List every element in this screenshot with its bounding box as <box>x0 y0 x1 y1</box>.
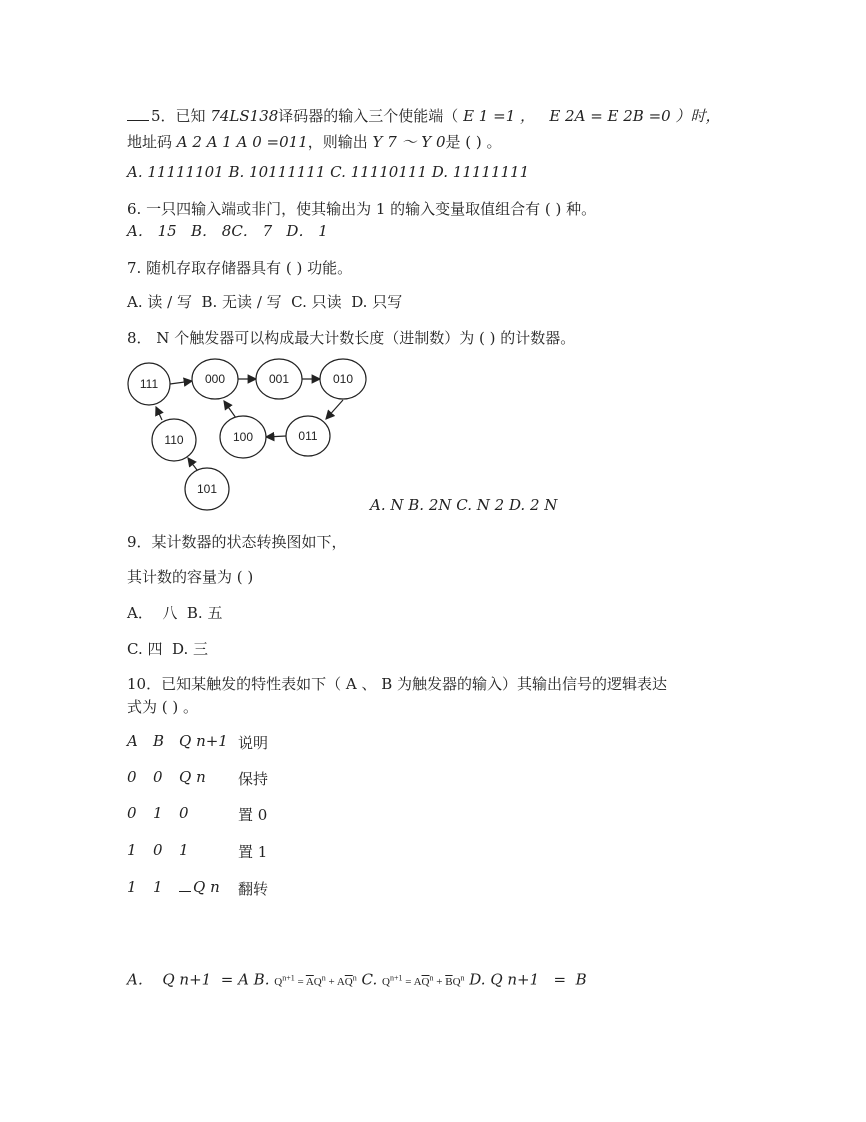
table-cell: 0 <box>153 768 163 786</box>
edge-010-011 <box>326 400 343 419</box>
table-cell: 0 <box>127 804 137 822</box>
edge-110-111 <box>156 407 162 420</box>
state-label: 110 <box>164 433 184 447</box>
overline-mark <box>179 879 191 892</box>
state-label: 101 <box>196 482 218 496</box>
table-cell: 0 <box>153 841 163 859</box>
table-cell: 1 <box>153 804 163 822</box>
q9-options1: A． 八 B. 五 <box>127 604 223 622</box>
table-cell: 1 <box>127 841 137 859</box>
q5-mid: ，则输出 <box>307 133 368 151</box>
table-cell: 1 <box>179 841 189 859</box>
table-header: B <box>153 732 165 750</box>
q5-part: 74LS138 <box>210 107 279 125</box>
q7-stem: 7. 随机存取存储器具有 ( ) 功能。 <box>127 259 353 277</box>
q10-option-b-formula: $Q^{n+1} = \overline{A}Q^n + A\overline{Q}^n$ <box>274 973 357 988</box>
table-cell-text: Q n <box>193 878 220 896</box>
q6-stem: 6. 一只四输入端或非门，使其输出为 1 的输入变量取值组合有 ( ) 种。 <box>127 200 597 218</box>
table-cell: 0 <box>179 804 189 822</box>
q5-options: A. 11111101 B. 10111111 C. 11110111 D. 11111111 <box>127 163 530 181</box>
q8-stem: 8． N 个触发器可以构成最大计数长度（进制数）为 ( ) 的计数器。 <box>127 329 576 347</box>
state-label: 111 <box>139 377 159 391</box>
q10-option-a: A． Q n+1 = A B. <box>127 970 270 989</box>
q9-stem2: 其计数的容量为 ( ) <box>127 568 254 586</box>
table-cell: Q n <box>179 768 206 786</box>
table-cell: 置 1 <box>238 843 268 861</box>
q5-e2: E 2A = E 2B =0 ）时， <box>549 107 721 125</box>
edge-111-000 <box>170 381 192 384</box>
q8-options: A. N B. 2N C. N 2 D. 2 N <box>370 496 558 514</box>
state-label: 001 <box>268 372 290 386</box>
q10-options <box>127 968 587 992</box>
q5-out: Y 7 ～ Y 0 <box>372 133 446 151</box>
state-label: 100 <box>232 430 254 444</box>
q10-option-c-label: C. <box>361 970 378 989</box>
table-cell: 1 <box>127 878 137 896</box>
q10-option-d: D. Q n+1 = B <box>469 970 587 989</box>
q5-addr-label: 地址码 <box>127 133 173 151</box>
q5-addr: A 2 A 1 A 0 =011 <box>176 133 308 151</box>
q10-option-c-formula: $Q^{n+1} = A\overline{Q}^n + \overline{B}Q^n$ <box>382 973 465 988</box>
edge-011-100 <box>266 436 286 437</box>
table-header: 说明 <box>238 734 269 752</box>
table-header: Q n+1 <box>179 732 228 750</box>
table-cell: 置 0 <box>238 806 268 824</box>
q10-stem1: 10．已知某触发的特性表如下（ A 、 B 为触发器的输入）其输出信号的逻辑表达 <box>127 675 668 693</box>
state-label: 011 <box>298 429 318 443</box>
table-header: A <box>127 732 138 750</box>
q7-options: A. 读 / 写 B. 无读 / 写 C. 只读 D. 只写 <box>127 293 403 311</box>
q5-e1: E 1 =1 ， <box>463 107 536 125</box>
q9-stem: 9．某计数器的状态转换图如下， <box>127 533 347 551</box>
table-cell-negated <box>179 878 220 896</box>
state-diagram <box>0 0 866 560</box>
table-cell: 1 <box>153 878 163 896</box>
q9-options2: C. 四 D. 三 <box>127 640 209 658</box>
edge-101-110 <box>188 458 197 470</box>
table-cell: 翻转 <box>238 880 269 898</box>
table-cell: 0 <box>127 768 137 786</box>
q5-text: 译码器的输入三个使能端（ <box>278 107 459 125</box>
q5-end: 是 ( ) 。 <box>445 133 502 151</box>
edge-100-000 <box>224 401 236 418</box>
table-cell: 保持 <box>238 770 269 788</box>
q10-stem2: 式为 ( ) 。 <box>127 698 199 716</box>
q5-number: 5．已知 <box>151 107 206 125</box>
state-label: 000 <box>204 372 226 386</box>
state-label: 010 <box>332 372 354 386</box>
q6-options: A． 15 B． 8C． 7 D． 1 <box>127 222 328 240</box>
